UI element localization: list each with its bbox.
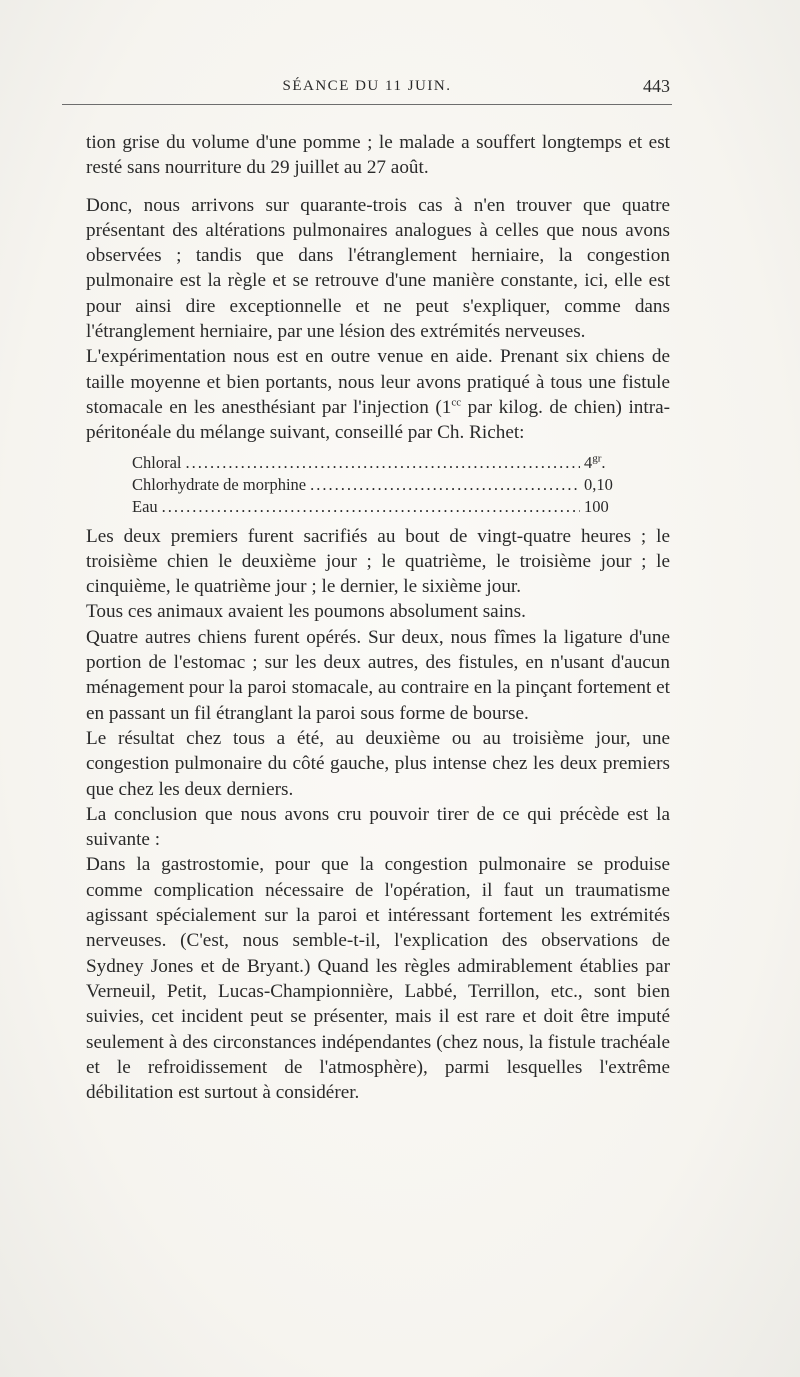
running-header (62, 78, 672, 105)
recipe-row (132, 496, 638, 518)
recipe-item: Chloral (132, 452, 182, 472)
recipe-item: Chlorhydrate de morphine (132, 474, 307, 494)
paragraph-3-end: par kilog. de chien) intra-péritonéale du mélange suivant, conseillé par Ch. Richet: (86, 396, 670, 444)
page-number: 443 (643, 76, 670, 96)
paragraph-3-start: L'expérimentation nous est en outre venue en aide. Prenant six chiens de taille moyenne et bien portants, nous leur avons pratiqué à tous une fistule stomacale en les anesthésiant par l'injection (1 (86, 346, 670, 418)
paragraph-8: La conclusion que nous avons cru pouvoir tirer de ce qui précède est la suivante : (86, 803, 670, 851)
recipe-quantity: 0,10 (584, 474, 613, 494)
paragraph-9: Dans la gastrostomie, pour que la congestion pulmonaire se produise comme complication nécessaire de l'opération, il faut un traumatisme agissant spécialement sur la paroi et intéressant fortement les extrémités nerveuses. (C'est, nous semble-t-il, l'explication des observations de Sydney Jones et de Bryant.) Quand les règles admirablement établies par Verneuil, Petit, Lucas-Championnière, Labbé, Terrillon, etc., sont bien suivies, cet incident peut se présenter, mais il est rare et doit être imputé seulement à des circonstances indépendantes (chez nous, la fistule trachéale et le refroidissement de l'atmosphère), parmi lesquelles l'extrême débilitation est surtout à considérer. (86, 854, 670, 1104)
paragraph-3 (86, 344, 670, 445)
recipe-table (132, 452, 638, 518)
recipe-item: Eau (132, 496, 158, 516)
recipe-quantity: 100 (584, 496, 609, 516)
unit-superscript: cc (451, 396, 462, 409)
recipe-quantity: $4^{gr}$. (584, 452, 606, 472)
running-title: SÉANCE DU 11 JUIN. (282, 78, 452, 94)
leader-dots (186, 452, 581, 474)
leader-dots (310, 474, 580, 496)
paragraph-6: Quatre autres chiens furent opérés. Sur deux, nous fîmes la ligature d'une portion de l'estomac ; sur les deux autres, des fistules, en n'usant d'aucun ménagement pour la paroi stomacale, au contraire en la pinçant fortement et en passant un fil étranglant la paroi sous forme de bourse. (86, 626, 670, 724)
paragraph-1: tion grise du volume d'une pomme ; le malade a souffert longtemps et est resté sans nourriture du 29 juillet au 27 août. (86, 132, 670, 179)
paragraph-5: Tous ces animaux avaient les poumons absolument sains. (86, 601, 526, 623)
paragraph-7: Le résultat chez tous a été, au deuxième ou au troisième jour, une congestion pulmonaire du côté gauche, plus intense chez les deux premiers que chez les deux derniers. (86, 727, 670, 800)
body-text (86, 130, 670, 1105)
paragraph-2: Donc, nous arrivons sur quarante-trois cas à n'en trouver que quatre présentant des altérations pulmonaires analogues à celles que nous avons observées ; tandis que dans l'étranglement herniaire, la congestion pulmonaire est la règle et se retrouve d'une manière constante, ici, elle est pour ainsi dire exceptionnelle et ne peut s'expliquer, comme dans l'étranglement herniaire, par une lésion des extrémités nerveuses. (86, 194, 670, 343)
paragraph-4: Les deux premiers furent sacrifiés au bout de vingt-quatre heures ; le troisième chien le deuxième jour ; le quatrième, le troisième jour ; le cinquième, le quatrième jour ; le dernier, le sixième jour. (86, 525, 670, 598)
recipe-row (132, 452, 638, 474)
recipe-row (132, 474, 638, 496)
leader-dots (162, 496, 580, 518)
